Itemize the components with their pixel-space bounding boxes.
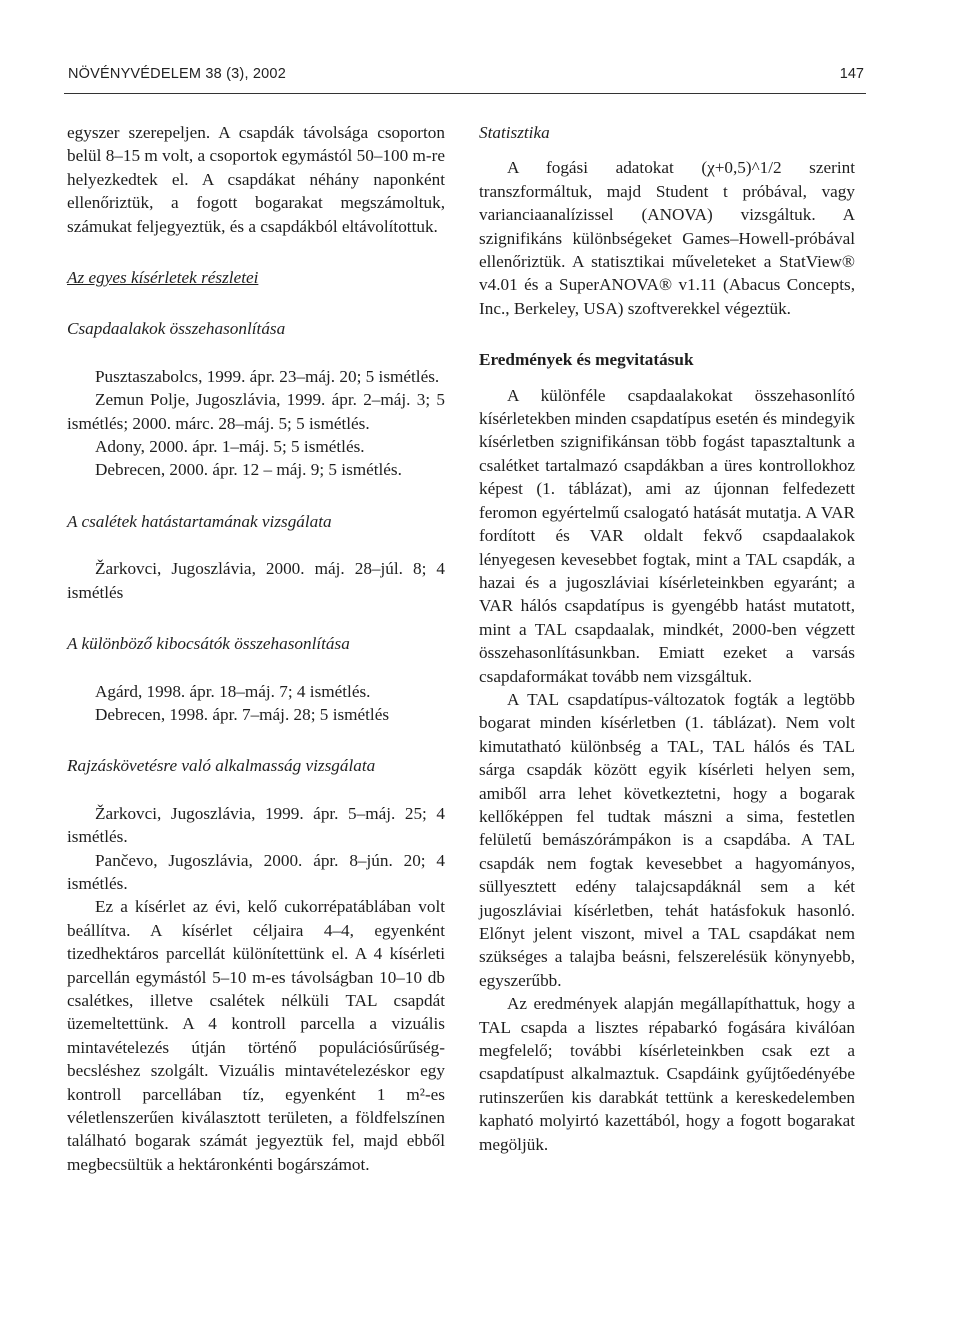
location-entry: Žarkovci, Jugoszlávia, 2000. máj. 28–júl. 8; 4 ismétlés (67, 559, 445, 602)
left-column (67, 121, 445, 1176)
location-entry: Pusztaszabolcs, 1999. ápr. 23–máj. 20; 5 ismétlés. (95, 366, 440, 386)
header-rule (64, 93, 866, 94)
paragraph-results-3: Az eredmények alapján megállapíthattuk, hogy a TAL csapda a lisztes répabarkó fogására kiválóan megfelelő; további kísérleteinkben csak ezt a csapdatípust alkalmaztuk. Csapdáink gyűjtőedényébe rutinszerűen kis darabkát tettünk a kereskedelemben kapható molyirtó kazettából, hogy a fogott bogarakat megöljük. (479, 994, 855, 1154)
location-entry: Debrecen, 2000. ápr. 12 – máj. 9; 5 ismétlés. (95, 460, 402, 480)
page-number: 147 (839, 66, 864, 82)
subheading-statistics: Statisztika (479, 123, 550, 142)
paragraph-trap-procedure: egyszer szerepeljen. A csapdák távolsága csoporton belül 8–15 m volt, a csoportok egymástól 50–100 m-re helyezkedtek el. A csapdákat néhány naponként ellenőriztük, a fogott bogarakat megszámoltuk, számukat feljegyeztük, és a csapdákból eltávolítottuk. (67, 123, 445, 236)
section-heading-results: Eredmények és megvitatásuk (479, 350, 694, 370)
location-entry: Zemun Polje, Jugoszlávia, 1999. ápr. 2–máj. 3; 5 ismétlés; 2000. márc. 28–máj. 5; 5 ismétlés. (67, 390, 445, 433)
subheading-bait-duration: A csalétek hatástartamának vizsgálata (67, 511, 332, 531)
paragraph-field-setup: Ez a kísérlet az évi, kelő cukorrépatáblában volt beállítva. A kísérlet céljaira 4–4, egyenként tizedhektáros parcellát különítettünk el. A 4 kísérleti parcellán egymástól 5–10 m-es távolságban 10–10 db csalétkes, illetve csalétek nélküli TAL csapdát üzemeltettünk. A 4 kontroll parcella a vizuális mintavételezés útján történő populációsűrűség-becsléshez szolgált. Vizuális mintavételezéskor egy kontroll parcellában tíz, egyenként 1 m²-es véletlenszerűen kiválasztott területen, a földfelszínen található bogarak számát jegyeztük fel, majd ebből megbecsültük a hektáronkénti bogárszámot. (67, 897, 445, 1174)
subheading-swarm-monitoring: Rajzáskövetésre való alkalmasság vizsgálata (67, 756, 376, 776)
location-entry: Agárd, 1998. ápr. 18–máj. 7; 4 ismétlés. (95, 681, 371, 701)
subheading-dispensers: A különböző kibocsátók összehasonlítása (67, 634, 350, 654)
paragraph-statistics: A fogási adatokat (χ+0,5)^1/2 szerint transzformáltuk, majd Student t próbával, vagy varianciaanalízissel (ANOVA) vizsgáltuk. A szignifikáns különbségeket Games–Howell-próbával ellenőriztük. A statisztikai műveleteket a StatView® v4.01 és a SuperANOVA® v1.11 (Abacus Concepts, Inc., Berkeley, USA) szoftverekkel végeztük. (479, 158, 855, 318)
location-entry: Žarkovci, Jugoszlávia, 1999. ápr. 5–máj. 25; 4 ismétlés. (67, 803, 445, 847)
paragraph-results-2: A TAL csapdatípus-változatok fogták a legtöbb bogarat minden kísérletben (1. táblázat). Nem volt kimutatható különbség a TAL, TAL hálós és TAL sárga csapdák között egyik kísérleti helyen sem, amiből arra lehet következtetni, hogy a bogarak kellőképpen fel tudtak mászni a sima, festetlen felületű bemászórámpákon is a csapdába. A TAL csapdák nem fogtak kevesebbet a hagyományos, süllyesztett edény talajcsapdáknál sem a két jugoszláviai kísérletben, tehát hatásfokuk hasonló. Előnyt jelent viszont, mivel a TAL csapdákat nem szükséges a talajba beásni, felszerelésük könynyebb, egyszerűbb. (479, 689, 855, 990)
subheading-trap-shapes: Csapdaalakok összehasonlítása (67, 319, 286, 339)
location-entry: Debrecen, 1998. ápr. 7–máj. 28; 5 ismétlés (95, 704, 390, 724)
section-heading-details: Az egyes kísérletek részletei (67, 268, 259, 288)
paragraph-results-1: A különféle csapdaalakokat összehasonlító kísérletekben minden csapdatípus esetén és mindegyik kísérletben szignifikánsan több fogást tapasztaltunk a csalétket tartalmazó csapdákban a üres kontrollokhoz képest (1. táblázat), ami az újonnan felfedezett feromon egyértelmű csalogató hatását mutatja. A VAR fordított és VAR oldalt fekvő csapdaalakok lényegesen kevesebbet fogtak, mint a TAL csapdák, a hazai és a jugoszláviai kísérleteinkben egyaránt; a VAR hálós csapdatípus is gyengébb hatást mutatott, mint a TAL csapdaalak, mindkét, 2000-ben végzett összehasonlításunkban. Emiatt ezeket a varsás csapdaformákat tovább nem vizsgáltuk. (479, 385, 855, 686)
journal-citation: NÖVÉNYVÉDELEM 38 (3), 2002 (68, 66, 286, 82)
running-header (68, 64, 864, 88)
location-entry: Pančevo, Jugoszlávia, 2000. ápr. 8–jún. 20; 4 ismétlés. (67, 850, 445, 893)
right-column (479, 121, 855, 1156)
location-entry: Adony, 2000. ápr. 1–máj. 5; 5 ismétlés. (95, 437, 365, 457)
